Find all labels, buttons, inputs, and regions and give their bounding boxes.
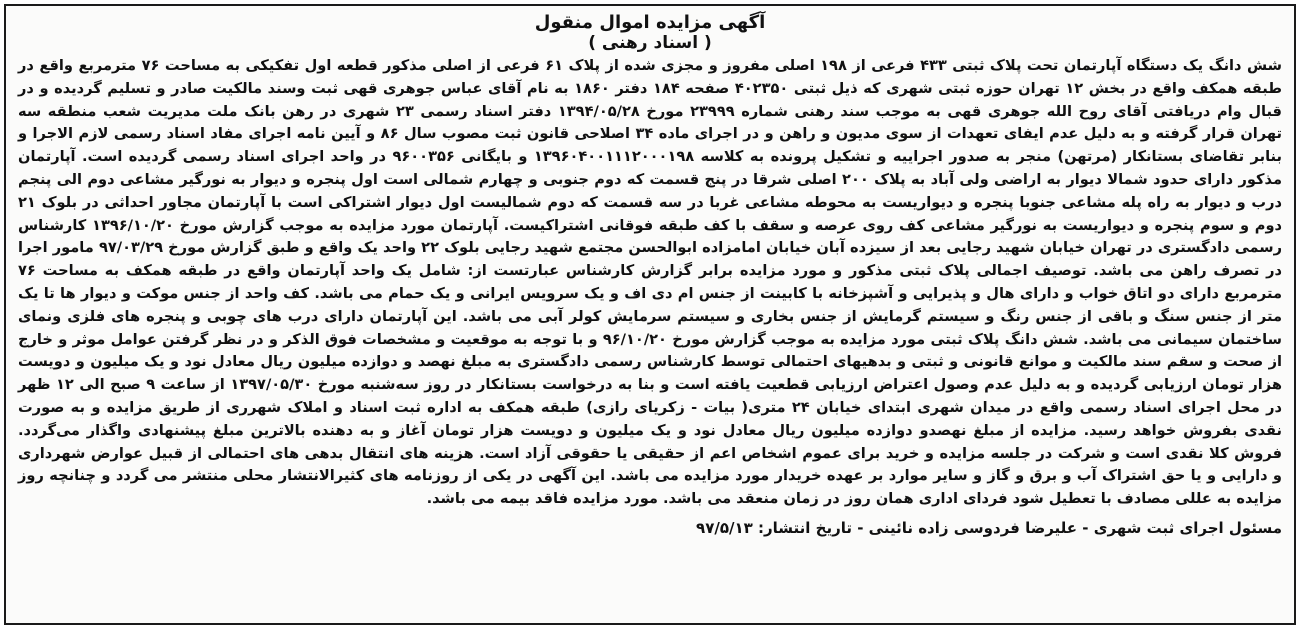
auction-notice <box>4 4 1296 625</box>
notice-title: آگهی مزایده اموال منقول <box>534 12 766 33</box>
notice-footer: مسئول اجرای ثبت شهری - علیرضا فردوسی زاده نائینی - تاریخ انتشار: ۹۷/۵/۱۳ <box>696 518 1282 537</box>
notice-body: شش دانگ یک دستگاه آپارتمان تحت پلاک ثبتی ۴۳۳ فرعی از ۱۹۸ اصلی مفروز و مجزی شده از پلاک ۶۱ فرعی از اصلی مذکور قطعه اول تفکیکی به مساحت ۷۶ مترمربع واقع در طبقه همکف واقع در بخش ۱۲ تهران حوزه ثبتی شهری که ذیل ثبتی ۴۰۲۳۵۰ صفحه ۱۸۴ دفتر ۱۸۶۰ به نام آقای عباس جوهری قهی ثبت وسند مالکیت صادر و تسلیم گردیده و در قبال وام دریافتی آقای روح الله جوهری قهی به موجب سند رهنی شماره ۲۳۹۹۹ مورخ ۱۳۹۴/۰۵/۲۸ دفتر اسناد رسمی ۲۳ شهری در رهن بانک ملت مدیریت شعب منطقه سه تهران قرار گرفته و به دلیل عدم ایفای تعهدات از سوی مدیون و راهن و در اجرای ماده ۳۴ اصلاحی قانون ثبت مصوب سال ۸۶ و آیین نامه اجرای مفاد اسناد رسمی لازم الاجرا و بنابر تقاضای بستانکار (مرتهن) منجر به صدور اجراییه و تشکیل پرونده به کلاسه ۱۳۹۶۰۴۰۰۱۱۱۲۰۰۰۱۹۸ و بایگانی ۹۶۰۰۳۵۶ در واحد اجرای اسناد رسمی گردیده است. آپارتمان مذکور دارای حدود شمالا دیوار به اراضی ولی آباد به پلاک ۲۰۰ اصلی شرقا در پنج قسمت که دوم جنوبی و چهارم شمالی است اول پنجره و دیوار به نورگیر مشاعی دوم الی پنجم درب و دیوار به راه پله مشاعی جنوبا پنجره و دیواریست به محوطه مشاعی غربا در سه قسمت که دوم شمالیست اول دیوار اشتراکی است با آپارتمان مجاور احداثی در بلوک ۲۱ دوم و سوم پنجره و دیواریست به نورگیر مشاعی کف روی عرصه و سقف با کف طبقه فوقانی اشتراکیست. آپارتمان مورد مزایده به موجب گزارش مورخ ۱۳۹۶/۱۰/۲۰ کارشناس رسمی دادگستری در تهران خیابان شهید رجایی بعد از سیزده آبان خیابان امامزاده ابوالحسن مجتمع شهید رجایی بلوک ۲۲ واحد یک واقع و طبق گزارش مورخ ۹۷/۰۳/۲۹ مامور اجرا در تصرف راهن می باشد. توصیف اجمالی پلاک ثبتی مذکور و مورد مزایده برابر گزارش کارشناس عبارتست از: شامل یک واحد آپارتمان واقع در طبقه همکف به مساحت ۷۶ مترمربع دارای دو اتاق خواب و دارای هال و پذیرایی و آشپزخانه با کابینت از جنس ام دی اف و یک سرویس ایرانی و یک حمام می باشد. کف واحد از جنس موکت و دیوار ها تا یک متر از جنس سنگ و باقی از جنس رنگ و سیستم گرمایش از جنس بخاری و سیستم سرمایش کولر آبی می باشد. این آپارتمان دارای درب های چوبی و پنجره های فلزی ونمای ساختمان سیمانی می باشد. شش دانگ پلاک ثبتی مورد مزایده به موجب گزارش مورخ ۹۶/۱۰/۲۰ و با توجه به موقعیت و مشخصات فوق الذکر و در نظر گرفتن عوامل موثر و خارج از صحت و سقم سند مالکیت و موانع قانونی و ثبتی و بدهیهای احتمالی توسط کارشناس رسمی دادگستری به مبلغ نهصد و دوازده میلیون ریال معادل نود و یک میلیون و دویست هزار تومان ارزیابی گردیده و به دلیل عدم وصول اعتراض ارزیابی قطعیت یافته است و بنا به درخواست بستانکار در روز سه‌شنبه مورخ ۱۳۹۷/۰۵/۳۰ از ساعت ۹ صبح الی ۱۲ ظهر در محل اجرای اسناد رسمی واقع در میدان شهری ابتدای خیابان ۲۴ متری( بیات - زکریای رازی) طبقه همکف به اداره ثبت اسناد و املاک شهرری از طریق مزایده و به صورت نقدی بفروش خواهد رسید. مزایده از مبلغ نهصدو دوازده میلیون ریال معادل نود و یک میلیون و دویست هزار تومان آغاز و به دهنده بالاترین مبلغ پیشنهادی واگذار می‌گردد. فروش کلا نقدی است و شرکت در جلسه مزایده و خرید برای عموم اشخاص اعم از حقیقی یا حقوقی آزاد است. هزینه های انتقال بدهی های احتمالی از قبیل عوارض شهرداری و دارایی و یا حق اشتراک آب و برق و گاز و سایر موارد بر عهده خریدار مورد مزایده می باشد. این آگهی در یکی از روزنامه های کثیرالانتشار محلی منتشر می گردد و چنانچه روز مزایده به عللی مصادف با تعطیل شود فردای اداری همان روز در زمان منعقد می باشد. مورد مزایده فاقد بیمه می باشد. <box>18 57 1283 508</box>
notice-subtitle: ( اسناد رهنی ) <box>588 33 712 53</box>
